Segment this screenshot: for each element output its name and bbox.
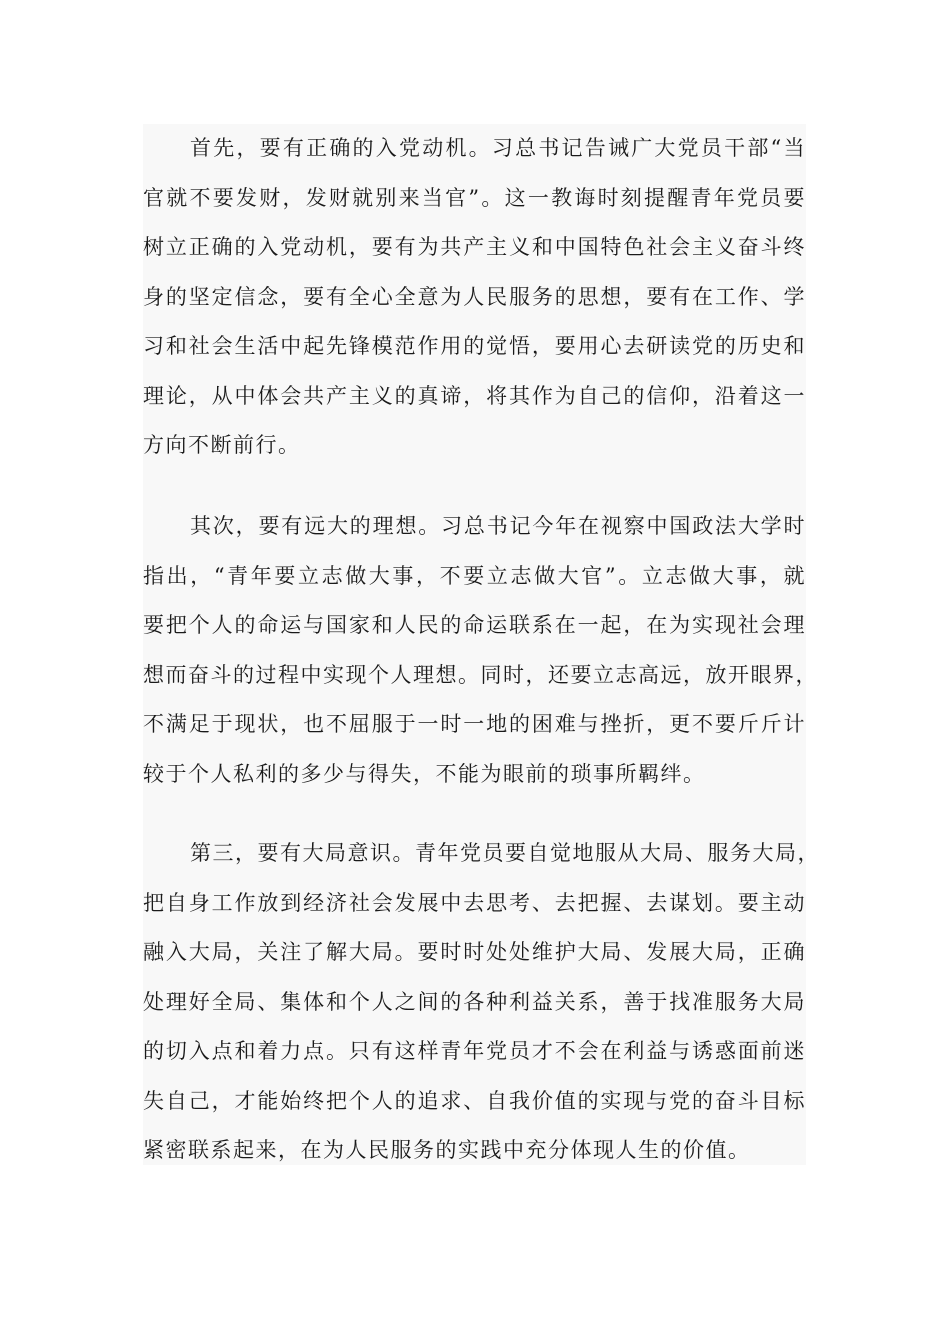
paragraph-line: 融入大局，关注了解大局。要时时处处维护大局、发展大局，正确: [143, 940, 806, 964]
paragraph-line: 想而奋斗的过程中实现个人理想。同时，还要立志高远，放开眼界，: [143, 662, 818, 687]
paragraph-line: 习和社会生活中起先锋模范作用的觉悟，要用心去研读党的历史和: [143, 334, 806, 358]
paragraph-line: 的切入点和着力点。只有这样青年党员才不会在利益与诱惑面前迷: [143, 1039, 806, 1063]
paragraph-line: 要把个人的命运与国家和人民的命运联系在一起，在为实现社会理: [143, 613, 806, 637]
paragraph-line: 首先，要有正确的入党动机。习总书记告诫广大党员干部“当: [190, 136, 806, 160]
paragraph-line: 较于个人私利的多少与得失，不能为眼前的琐事所羁绊。: [143, 761, 706, 786]
paragraph-line: 失自己，才能始终把个人的追求、自我价值的实现与党的奋斗目标: [143, 1088, 806, 1113]
paragraph-line: 理论，从中体会共产主义的真谛，将其作为自己的信仰，沿着这一: [143, 383, 806, 408]
paragraph-line: 方向不断前行。: [143, 433, 301, 457]
paragraph-line: 其次，要有远大的理想。习总书记今年在视察中国政法大学时: [190, 514, 806, 538]
paragraph-line: 不满足于现状，也不屈服于一时一地的困难与挫折，更不要斤斤计: [143, 712, 806, 736]
paragraph-overall-view: [143, 829, 820, 1176]
paragraph-line: 指出，“青年要立志做大事，不要立志做大官”。立志做大事，就: [143, 563, 806, 588]
paragraph-line: 身的坚定信念，要有全心全意为人民服务的思想，要有在工作、学: [143, 284, 806, 309]
paragraph-line: 树立正确的入党动机，要有为共产主义和中国特色社会主义奋斗终: [143, 235, 806, 259]
paragraph-motivation: [143, 124, 806, 471]
paragraph-ideals: [143, 502, 818, 799]
paragraph-line: 官就不要发财，发财就别来当官”。这一教诲时刻提醒青年党员要: [143, 185, 806, 210]
paragraph-line: 紧密联系起来，在为人民服务的实践中充分体现人生的价值。: [143, 1138, 751, 1162]
document-body: [143, 124, 820, 1165]
paragraph-line: 第三，要有大局意识。青年党员要自觉地服从大局、服务大局，: [190, 841, 820, 865]
paragraph-line: 把自身工作放到经济社会发展中去思考、去把握、去谋划。要主动: [143, 890, 806, 915]
paragraph-line: 处理好全局、集体和个人之间的各种利益关系，善于找准服务大局: [143, 989, 806, 1014]
